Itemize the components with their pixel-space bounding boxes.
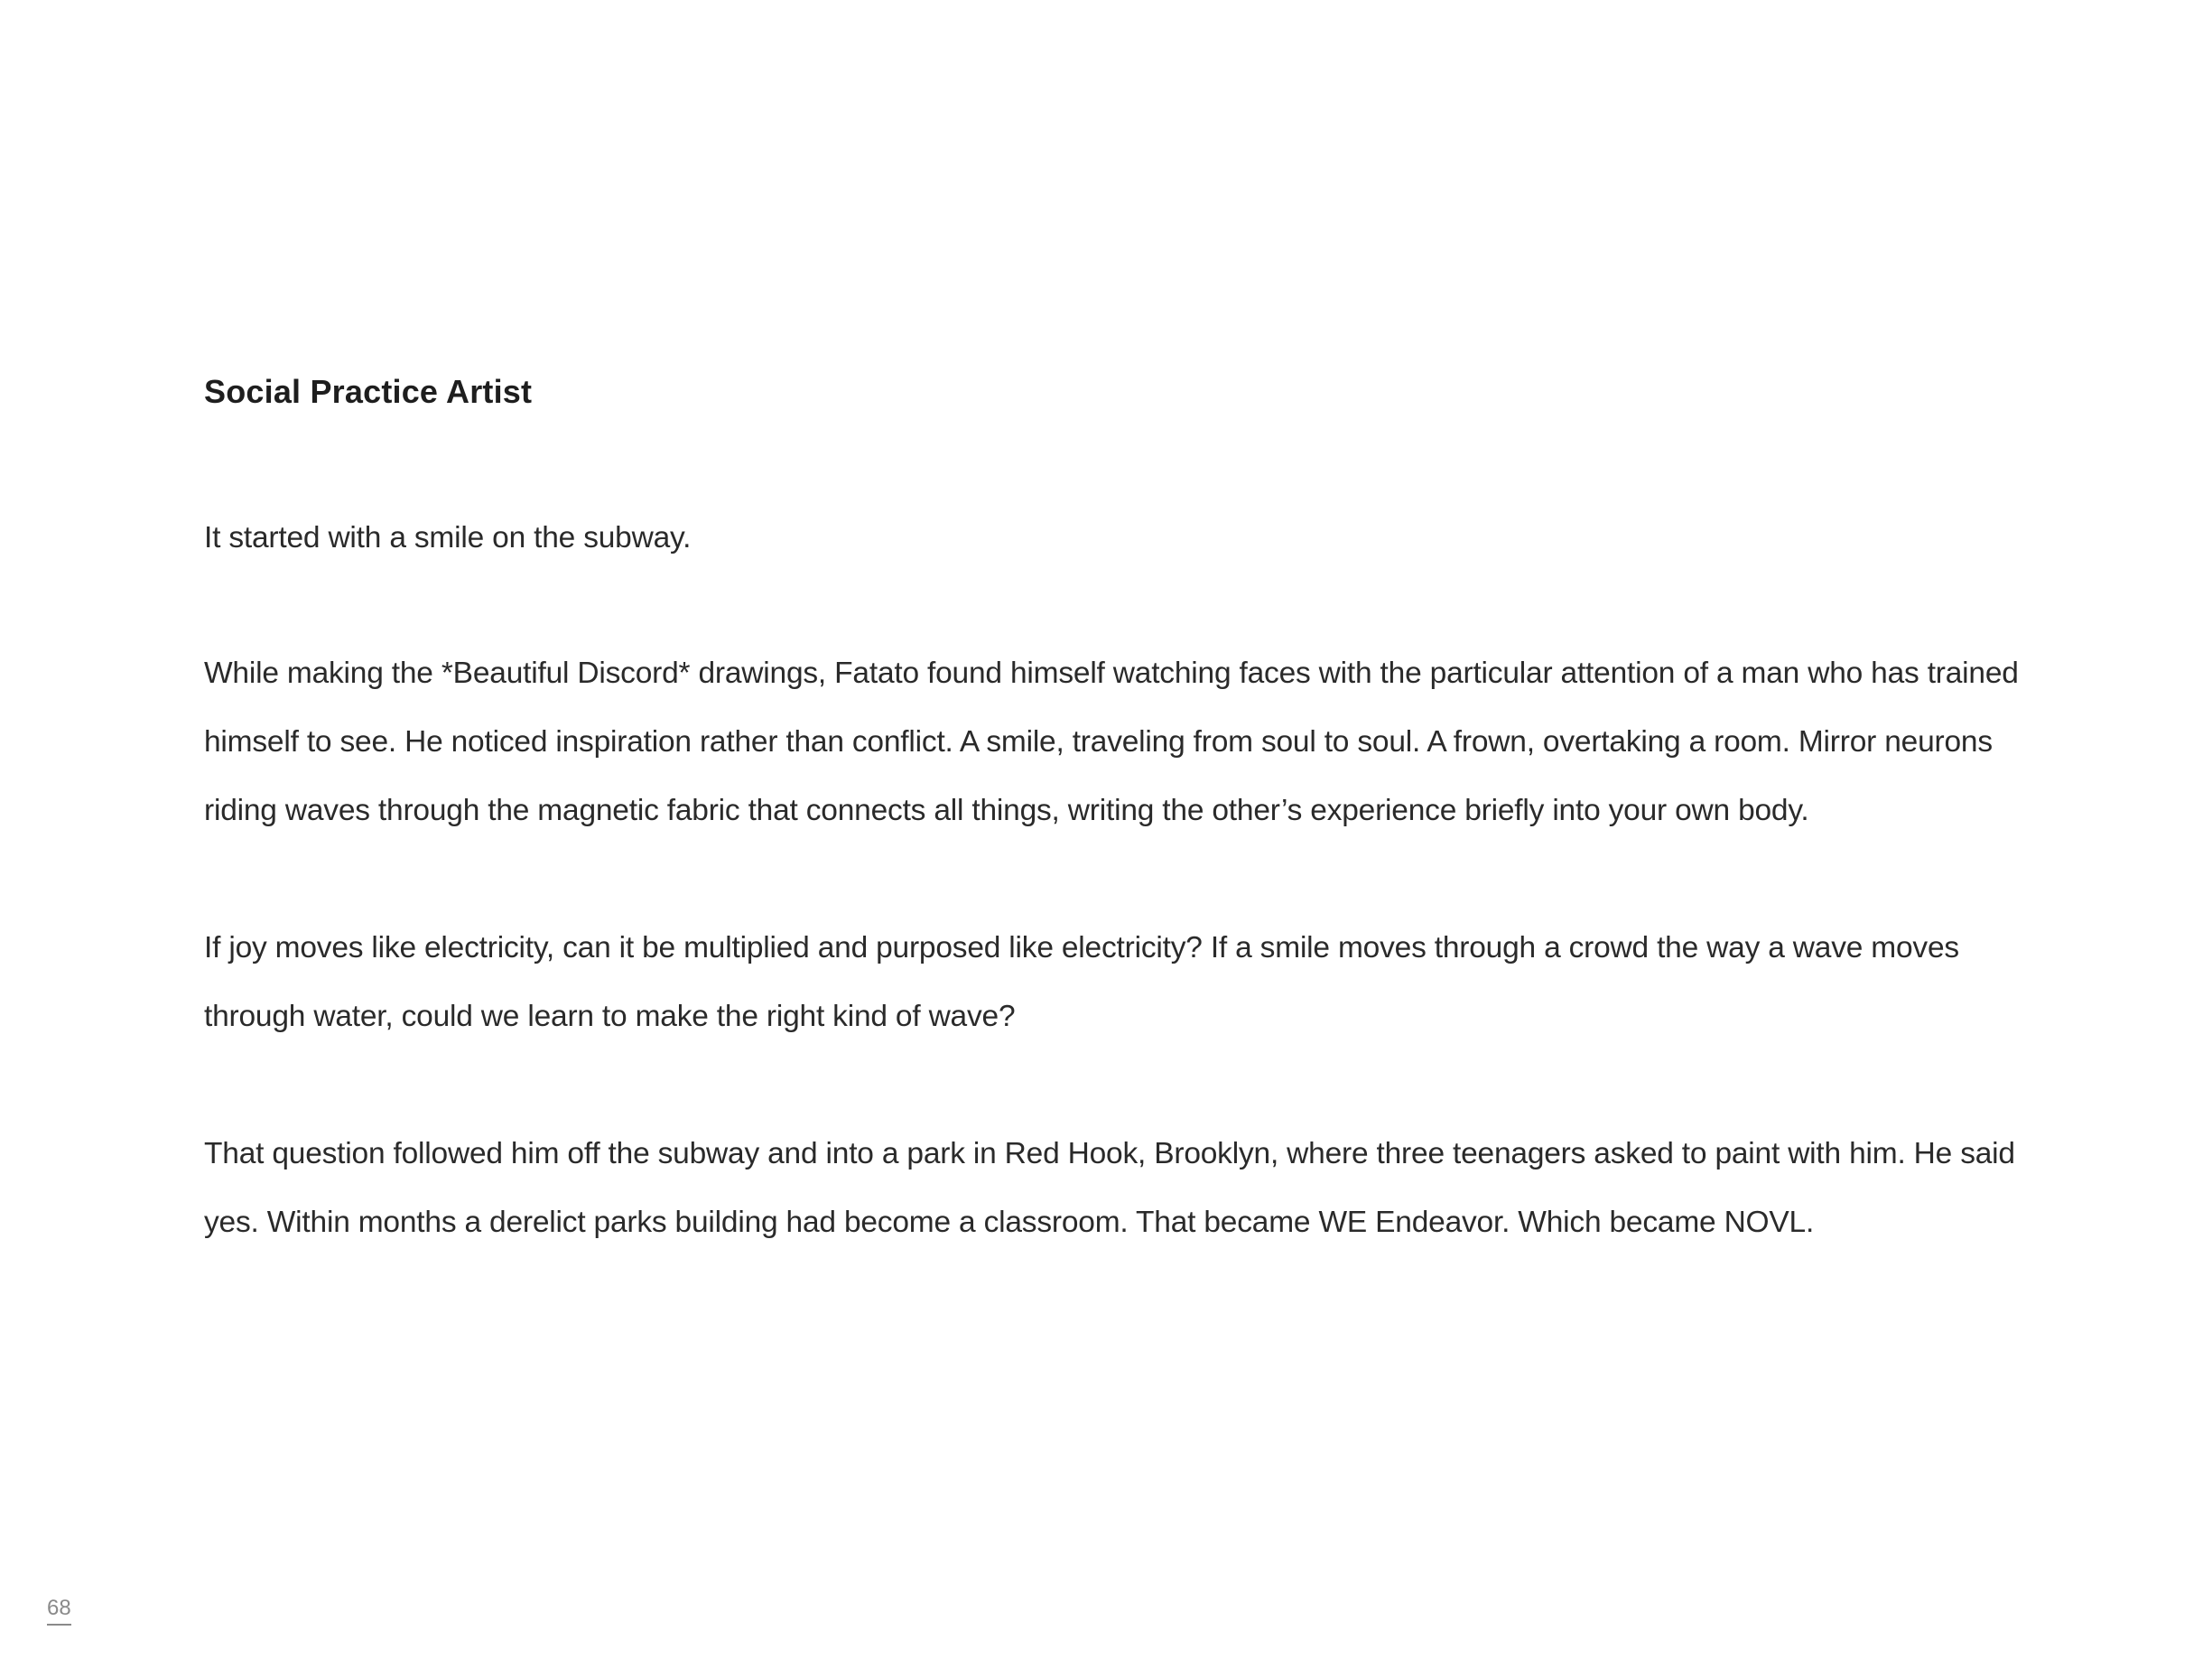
section-heading: Social Practice Artist <box>204 373 533 410</box>
text-column <box>204 368 2037 1257</box>
paragraph-3: If joy moves like electricity, can it be multiplied and purposed like electricity? If a smile moves through a crowd the way a wave moves through water, could we learn to make the right kind of wave? <box>204 931 1959 1033</box>
page-number: 68 <box>47 1595 71 1626</box>
paragraph-1: It started with a smile on the subway. <box>204 521 692 554</box>
paragraph-4: That question followed him off the subway and into a park in Red Hook, Brooklyn, where three teenagers asked to paint with him. He said yes. Within months a derelict parks building had become a classroom. That became WE Endeavor. Which became NOVL. <box>204 1137 2015 1239</box>
paragraph-2: While making the *Beautiful Discord* drawings, Fatato found himself watching faces with the particular attention of a man who has trained himself to see. He noticed inspiration rather than conflict. A smile, traveling from soul to soul. A frown, overtaking a room. Mirror neurons riding waves through the magnetic fabric that connects all things, writing the other’s experience briefly into your own body. <box>204 657 2019 827</box>
